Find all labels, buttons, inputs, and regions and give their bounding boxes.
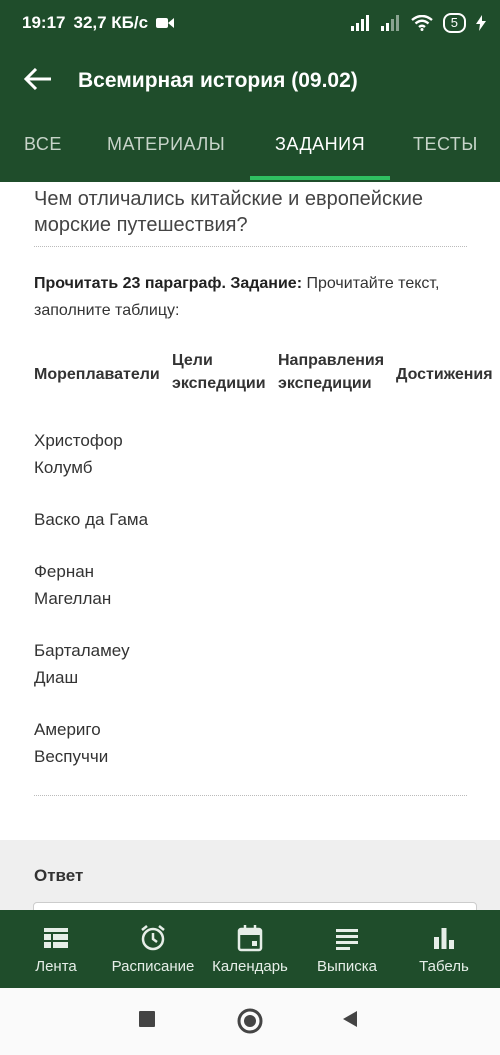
tab-all[interactable]: ВСЕ (24, 134, 62, 154)
back-button[interactable] (24, 66, 78, 96)
tab-bar (0, 116, 500, 182)
table-row: Америго Веспуччи (34, 720, 109, 766)
table-row: Васко да Гама (34, 510, 149, 529)
task-instruction (34, 270, 454, 324)
table-row: Фернан Магеллан (34, 562, 112, 608)
page-title: Всемирная история (09.02) (78, 69, 358, 92)
nav-label: Выписка (316, 958, 378, 975)
table-row: Христофор Колумб (34, 431, 123, 477)
nav-feed[interactable] (6, 910, 106, 988)
nav-label: Календарь (212, 958, 288, 975)
calendar-icon (237, 924, 263, 952)
triangle-back-icon (342, 1010, 358, 1028)
divider (34, 246, 467, 247)
lightning-icon (476, 15, 486, 31)
instruction-bold: Прочитать 23 параграф. Задание: (34, 275, 303, 292)
nav-label: Табель (419, 958, 469, 975)
task-question: Чем отличались китайские и европейские морские путешествия? (34, 188, 424, 236)
arrow-left-icon (24, 68, 52, 90)
status-bar (0, 0, 500, 46)
tab-materials[interactable]: МАТЕРИАЛЫ (107, 134, 226, 154)
divider (34, 795, 467, 796)
feed-icon (43, 924, 69, 952)
list-icon (334, 924, 360, 952)
bar-chart-icon (431, 924, 457, 952)
back-system-button[interactable] (342, 1010, 358, 1033)
nav-label: Расписание (111, 958, 195, 975)
status-time: 19:17 (22, 13, 66, 32)
table-row: Барталамеу Диаш (34, 641, 130, 687)
table-header-directions: Направления экспедиции (278, 352, 385, 392)
table-header-achievements: Достижения (396, 366, 493, 383)
table-header-goals: Цели экспедиции (172, 352, 266, 392)
status-speed: 32,7 КБ/с (73, 13, 149, 32)
tab-assignments[interactable]: ЗАДАНИЯ (275, 134, 366, 154)
battery-indicator: 5 (443, 13, 466, 33)
answer-section (0, 840, 500, 910)
signal-icon-2 (381, 15, 401, 31)
active-tab-indicator (250, 176, 390, 180)
recent-apps-button[interactable] (138, 1010, 156, 1033)
video-camera-icon (156, 17, 174, 29)
wifi-icon (411, 15, 433, 31)
circle-icon (237, 1008, 263, 1034)
nav-schedule[interactable] (103, 910, 203, 988)
tab-tests[interactable]: ТЕСТЫ (413, 134, 478, 154)
nav-label: Лента (35, 958, 77, 975)
app-bar (0, 46, 500, 116)
nav-report-card[interactable] (394, 910, 494, 988)
nav-statement[interactable] (297, 910, 397, 988)
signal-icon (351, 15, 371, 31)
table-header-navigators: Мореплаватели (34, 366, 160, 383)
nav-calendar[interactable] (200, 910, 300, 988)
instruction-text: Прочитайте текст, заполните таблицу: (34, 275, 440, 319)
alarm-clock-icon (139, 924, 167, 952)
bottom-navigation (0, 910, 500, 988)
home-button[interactable] (237, 1008, 263, 1039)
answer-label: Ответ (34, 866, 84, 885)
task-content[interactable] (0, 182, 500, 910)
system-navigation-bar (0, 988, 500, 1055)
square-icon (138, 1010, 156, 1028)
